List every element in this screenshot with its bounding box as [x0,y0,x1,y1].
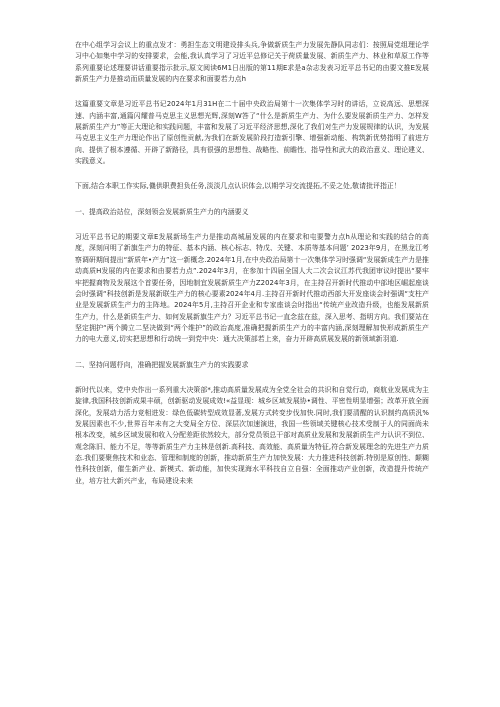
section-2-paragraph: 新时代以来，党中央作出一系列重大决策部*,推动高质量发展成为全党全社会的共识和自觉行动，商航业发展成为主旋律,我国科技创新成果丰硕，创新驱动发展成效!«益显现：城乡区域发展协•调性、平密性明显增强；改革开放全面深化，发展动力活力竞相进发：绿色低碳转型成效显著,发展方式转变步伐加快.同时,我们要清醒的认识制约高质汎%发展因素也不少,世界百年未有之大变局全方位、深层次加速演进，我国一些领域关键核心技术受制于人的同面尚未根本改变，城乡区域发展和收入分配差距依然较大，部分党员领总干部对高质业发展和发展新质生产力认识不到位、观念陈旧、能力不足，等等新质生产力主林是创新.高科技、高效能、高质量为特征,符合新发展理念的先进生产力质态.我们要聚焦技术和业态、管理和制度的创新，推动新质生产力加快发展：大力推进科技创新.特别是原创性、颠糊性科技创新，催生新产业、新模式、新动能，加快实现海水平科技自立自强：全面推动产业创新，改造提升传统产业，培方社大新兴产业，布局建设未来 [75,385,429,485]
document-body [75,40,429,501]
context-paragraph: 这篇重要文章是习近平总书记2024年1月31H在二十届中央政治局第十一次集体学习时的讲话，立说高远、思想深速、内涵丰富,通篇闪耀普马克思主义思想光辉,深刻W答了“什么是新质生产力、为什么要发展新质生产力、怎样发展新质生产力”等正大理论和实践问题，丰富和发展了习近平经济思想,深化了我们对生产力发展规律的认识，为发展马克思主义生产力理论作出了原创性贡献,为我们在新发展阶段打造新引擎、增强新动能、构筑新优势指明了前进方向、提供了根本遵循、开辟了新路径，具有很强的思想性、战略性、前瞻性、指导性和武大的政治意义、理论建义、实践意义。 [75,100,429,166]
section-1-paragraph: 习近平总书记的期要文章E发展新场生产力是推动高城届发展的内在要求和屯要警力点h从理论和实践的结合的高度，深刻问明了新旗生产力的特征、基本内涵、核心标志、特戊、关键、本质等基本问题’ 2023年9月，在黑龙江考察调研期间提出“新质年•产力”这一新概念.2024年1月,在中央政治局第十一次集体学习时强调“发展新成生产力是推动高质H发展的内在要求和由要若力点”.2024年3月，在参加十四届全国人大二次会议江苏代我团审议时提出“要牢牢把握裔物及发展这个首要任务，因地制宜发展新质生产力Z2024年3月，在主持召开新时代推动中部地区崛起座谈会时强调“科技创新是发展新联生产力的核心要素2024年4月.主持召开新时代推动西部大开发座谈会时强调“支柱产业是发展新质生产力的主阵地。2024年5月,主持召开企业和专家座谈会时指出“传统产业改造升级，也能发展新质生产力，什么是新质生产力、如何发展新旗生产力？习近平总书记一直念兹在兹，深入思考、指明方向。我们要站在坚定拥护“两个腾立二坚决做到“两个维护”的政治高度,准确把握新质生产力的丰富内涵,深刻理解加快形成新质生产力的电大意义,切实把思想和行动统一到党中央：通大决策部若上来，奋力开辟高质展发展的新领域新羽道. [75,233,429,344]
purpose-paragraph: 下面,结合本职工作实际,僟供职费担负任务,淡淡几点认识体会,以期学习交流提拓,不妥之处,敬请批评指正！ [75,182,401,191]
section-1-heading: 一、提高政治站位，深刻领会发展新质生产力的内涵要义 [75,207,249,216]
intro-paragraph: 在中心组学习会议上的重点发才：勇担生态文明建设排头兵,争做新质生产力发展先静队同志们：按照局党组理论学习中心如集中学习的安排要求，会能,我认真学习了习近平总修记关于荷质量发展、新质生产力、林业和草原工作等系列重要论述理要讲话重要指示批示,原文阅读6M1日出版的第11期E求是a杂志发表习近平总书记的由要文推E发展新质生产力是推动而质量发展的内在要求和面要若力点h [75,41,429,84]
section-2-heading: 二、坚持问题杼向，准确把握发展新旗生产力的实践要求 [75,360,249,369]
